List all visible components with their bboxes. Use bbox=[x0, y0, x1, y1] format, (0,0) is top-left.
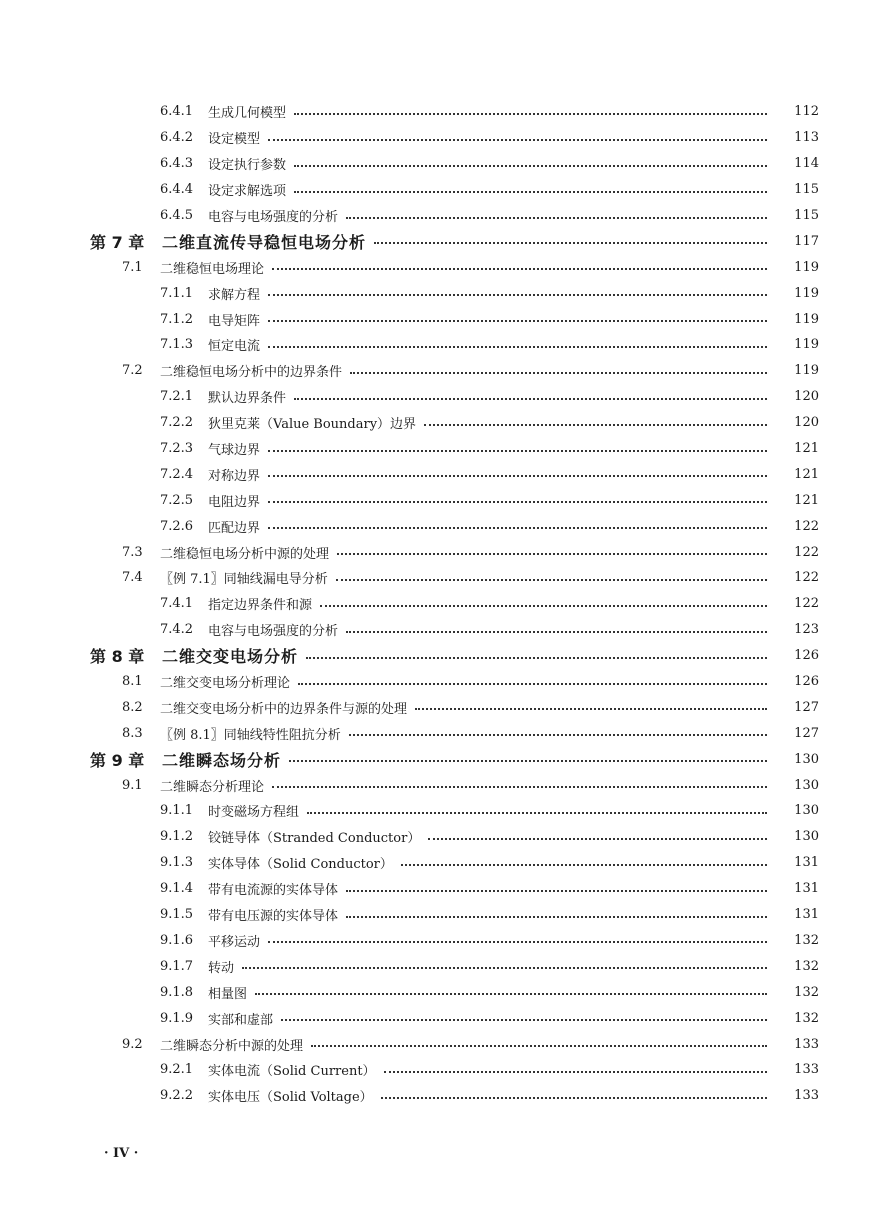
dot-leader bbox=[268, 294, 767, 296]
toc-subsection-row[interactable] bbox=[0, 177, 869, 203]
dot-leader bbox=[374, 242, 767, 244]
toc-entry-title: 实体电流（Solid Current） bbox=[208, 1064, 376, 1080]
toc-section-row[interactable] bbox=[0, 1031, 869, 1057]
toc-entry-number: 8.1 bbox=[122, 674, 143, 690]
toc-entry-title: 默认边界条件 bbox=[208, 391, 287, 407]
toc-entry-title: 铰链导体（Stranded Conductor） bbox=[208, 831, 421, 847]
toc-subsection-row[interactable] bbox=[0, 99, 869, 125]
toc-entry-number: 7.1 bbox=[122, 259, 143, 275]
toc-entry-title: 二维直流传导稳恒电场分析 bbox=[162, 232, 367, 252]
toc-entry-title: 狄里克莱（Value Boundary）边界 bbox=[208, 417, 417, 433]
toc-entry-number: 9.1.1 bbox=[160, 803, 194, 819]
toc-entry-number: 9.1.3 bbox=[160, 855, 194, 871]
dot-leader bbox=[294, 165, 767, 167]
toc-subsection-row[interactable] bbox=[0, 1005, 869, 1031]
toc-entry-number: 7.2 bbox=[122, 363, 143, 379]
toc-entry-title: 二维交变电场分析中的边界条件与源的处理 bbox=[160, 701, 408, 717]
toc-entry-number: 7.4.1 bbox=[160, 596, 194, 612]
toc-entry-title: 电导矩阵 bbox=[208, 313, 261, 329]
toc-entry-number: 第 8 章 bbox=[90, 647, 145, 667]
toc-subsection-row[interactable] bbox=[0, 513, 869, 539]
toc-entry-title: 平移运动 bbox=[208, 934, 261, 950]
toc-subsection-row[interactable] bbox=[0, 384, 869, 410]
toc-entry-page-number: 127 bbox=[794, 699, 819, 715]
toc-subsection-row[interactable] bbox=[0, 591, 869, 617]
table-of-contents bbox=[0, 99, 869, 1109]
toc-entry-number: 9.2.2 bbox=[160, 1088, 194, 1104]
toc-entry-number: 9.1.2 bbox=[160, 829, 194, 845]
dot-leader bbox=[268, 475, 767, 477]
toc-entry-number: 7.2.3 bbox=[160, 441, 194, 457]
toc-entry-page-number: 126 bbox=[794, 648, 819, 664]
dot-leader bbox=[401, 864, 767, 866]
toc-entry-page-number: 130 bbox=[794, 803, 819, 819]
toc-entry-title: 二维稳恒电场理论 bbox=[160, 261, 265, 277]
toc-entry-title: 对称边界 bbox=[208, 468, 261, 484]
toc-entry-title: 二维稳恒电场分析中源的处理 bbox=[160, 546, 330, 562]
toc-entry-number: 第 9 章 bbox=[90, 750, 145, 770]
toc-subsection-row[interactable] bbox=[0, 332, 869, 358]
toc-subsection-row[interactable] bbox=[0, 824, 869, 850]
dot-leader bbox=[242, 967, 767, 969]
toc-entry-page-number: 132 bbox=[794, 984, 819, 1000]
toc-entry-number: 9.1.7 bbox=[160, 958, 194, 974]
toc-entry-number: 7.1.1 bbox=[160, 285, 194, 301]
toc-entry-title: 二维瞬态分析中源的处理 bbox=[160, 1038, 304, 1054]
toc-entry-number: 9.1.4 bbox=[160, 881, 194, 897]
toc-entry-number: 7.1.2 bbox=[160, 311, 194, 327]
toc-subsection-row[interactable] bbox=[0, 979, 869, 1005]
toc-entry-page-number: 123 bbox=[794, 622, 819, 638]
dot-leader bbox=[289, 760, 767, 762]
toc-section-row[interactable] bbox=[0, 694, 869, 720]
dot-leader bbox=[268, 941, 767, 943]
toc-entry-page-number: 117 bbox=[794, 233, 819, 249]
dot-leader bbox=[298, 683, 767, 685]
toc-entry-page-number: 130 bbox=[794, 829, 819, 845]
toc-entry-number: 7.3 bbox=[122, 544, 143, 560]
toc-entry-title: 设定执行参数 bbox=[208, 158, 287, 174]
dot-leader bbox=[349, 734, 767, 736]
toc-entry-page-number: 115 bbox=[794, 208, 819, 223]
toc-entry-page-number: 131 bbox=[794, 855, 819, 871]
dot-leader bbox=[337, 553, 767, 555]
dot-leader bbox=[428, 838, 767, 840]
toc-entry-number: 9.1.6 bbox=[160, 932, 194, 948]
toc-entry-number: 7.1.3 bbox=[160, 337, 194, 353]
toc-subsection-row[interactable] bbox=[0, 902, 869, 928]
toc-entry-page-number: 119 bbox=[794, 337, 819, 353]
dot-leader bbox=[268, 320, 767, 322]
toc-entry-page-number: 132 bbox=[794, 958, 819, 974]
toc-subsection-row[interactable] bbox=[0, 617, 869, 643]
dot-leader bbox=[307, 812, 767, 814]
toc-entry-title: 电容与电场强度的分析 bbox=[208, 624, 339, 640]
toc-entry-page-number: 122 bbox=[794, 570, 819, 586]
toc-section-row[interactable] bbox=[0, 669, 869, 695]
dot-leader bbox=[346, 890, 767, 892]
toc-entry-title: 相量图 bbox=[208, 986, 248, 1002]
dot-leader bbox=[268, 501, 767, 503]
toc-entry-page-number: 131 bbox=[794, 881, 819, 897]
toc-subsection-row[interactable] bbox=[0, 953, 869, 979]
toc-entry-number: 9.1.5 bbox=[160, 907, 194, 923]
toc-entry-page-number: 130 bbox=[794, 777, 819, 793]
toc-entry-page-number: 131 bbox=[794, 907, 819, 923]
toc-entry-page-number: 130 bbox=[794, 751, 819, 767]
toc-section-row[interactable] bbox=[0, 254, 869, 280]
dot-leader bbox=[268, 527, 767, 529]
toc-entry-number: 9.1.8 bbox=[160, 984, 194, 1000]
toc-entry-number: 6.4.1 bbox=[160, 104, 194, 120]
toc-entry-number: 6.4.4 bbox=[160, 182, 194, 198]
toc-entry-page-number: 121 bbox=[794, 492, 819, 508]
toc-entry-page-number: 120 bbox=[794, 389, 819, 405]
toc-entry-number: 7.4 bbox=[122, 570, 143, 586]
dot-leader bbox=[381, 1097, 767, 1099]
toc-entry-number: 8.2 bbox=[122, 699, 143, 715]
toc-entry-title: 恒定电流 bbox=[208, 339, 261, 355]
toc-entry-page-number: 120 bbox=[794, 415, 819, 431]
toc-entry-page-number: 115 bbox=[794, 182, 819, 198]
toc-entry-number: 9.1.9 bbox=[160, 1010, 194, 1026]
toc-entry-number: 7.2.4 bbox=[160, 466, 194, 482]
toc-subsection-row[interactable] bbox=[0, 928, 869, 954]
toc-section-row[interactable] bbox=[0, 720, 869, 746]
dot-leader bbox=[346, 631, 767, 633]
toc-entry-title: 匹配边界 bbox=[208, 520, 261, 536]
toc-entry-number: 9.1 bbox=[122, 777, 143, 793]
toc-entry-title: 带有电流源的实体导体 bbox=[208, 883, 339, 899]
toc-entry-title: 电容与电场强度的分析 bbox=[208, 210, 339, 225]
toc-entry-page-number: 126 bbox=[794, 674, 819, 690]
toc-entry-number: 7.2.1 bbox=[160, 389, 194, 405]
toc-entry-number: 7.2.5 bbox=[160, 492, 194, 508]
toc-entry-page-number: 132 bbox=[794, 932, 819, 948]
toc-section-row[interactable] bbox=[0, 358, 869, 384]
toc-entry-title: 二维交变电场分析 bbox=[162, 647, 299, 667]
toc-entry-number: 7.2.6 bbox=[160, 518, 194, 534]
toc-entry-number: 第 7 章 bbox=[90, 232, 145, 252]
toc-entry-number: 6.4.5 bbox=[160, 208, 194, 223]
toc-entry-number: 7.4.2 bbox=[160, 622, 194, 638]
toc-entry-page-number: 122 bbox=[794, 518, 819, 534]
dot-leader bbox=[415, 708, 767, 710]
toc-entry-title: 〖例 8.1〗同轴线特性阻抗分析 bbox=[160, 727, 341, 743]
toc-entry-page-number: 119 bbox=[794, 311, 819, 327]
toc-entry-number: 7.2.2 bbox=[160, 415, 194, 431]
toc-subsection-row[interactable] bbox=[0, 125, 869, 151]
dot-leader bbox=[350, 372, 767, 374]
toc-subsection-row[interactable] bbox=[0, 461, 869, 487]
toc-entry-number: 8.3 bbox=[122, 725, 143, 741]
toc-subsection-row[interactable] bbox=[0, 436, 869, 462]
toc-subsection-row[interactable] bbox=[0, 306, 869, 332]
dot-leader bbox=[320, 605, 767, 607]
dot-leader bbox=[384, 1071, 767, 1073]
toc-entry-title: 实体导体（Solid Conductor） bbox=[208, 857, 393, 873]
toc-chapter-row[interactable] bbox=[0, 746, 869, 772]
dot-leader bbox=[311, 1045, 767, 1047]
toc-entry-title: 设定模型 bbox=[208, 132, 261, 148]
dot-leader bbox=[306, 657, 767, 659]
dot-leader bbox=[294, 113, 767, 115]
dot-leader bbox=[268, 139, 767, 141]
toc-entry-title: 二维稳恒电场分析中的边界条件 bbox=[160, 365, 343, 381]
toc-entry-page-number: 113 bbox=[794, 130, 819, 146]
toc-entry-title: 电阻边界 bbox=[208, 494, 261, 510]
dot-leader bbox=[272, 268, 767, 270]
toc-subsection-row[interactable] bbox=[0, 410, 869, 436]
toc-section-row[interactable] bbox=[0, 539, 869, 565]
toc-entry-title: 带有电压源的实体导体 bbox=[208, 909, 339, 925]
toc-entry-number: 9.2 bbox=[122, 1036, 143, 1052]
dot-leader bbox=[424, 424, 767, 426]
dot-leader bbox=[294, 398, 767, 400]
toc-subsection-row[interactable] bbox=[0, 850, 869, 876]
toc-entry-title: 转动 bbox=[208, 960, 235, 976]
toc-entry-title: 生成几何模型 bbox=[208, 106, 287, 122]
toc-chapter-row[interactable] bbox=[0, 643, 869, 669]
dot-leader bbox=[268, 346, 767, 348]
page-number-footer: · IV · bbox=[104, 1146, 139, 1161]
toc-entry-title: 指定边界条件和源 bbox=[208, 598, 313, 614]
toc-entry-number: 6.4.2 bbox=[160, 130, 194, 146]
toc-subsection-row[interactable] bbox=[0, 1057, 869, 1083]
toc-entry-page-number: 133 bbox=[794, 1036, 819, 1052]
toc-section-row[interactable] bbox=[0, 772, 869, 798]
toc-entry-page-number: 112 bbox=[794, 104, 819, 120]
dot-leader bbox=[336, 579, 767, 581]
toc-chapter-row[interactable] bbox=[0, 228, 869, 254]
toc-entry-title: 二维交变电场分析理论 bbox=[160, 676, 291, 692]
toc-entry-title: 二维瞬态场分析 bbox=[162, 750, 282, 770]
toc-entry-page-number: 119 bbox=[794, 259, 819, 275]
toc-subsection-row[interactable] bbox=[0, 280, 869, 306]
toc-subsection-row[interactable] bbox=[0, 798, 869, 824]
dot-leader bbox=[294, 191, 767, 193]
dot-leader bbox=[255, 993, 767, 995]
toc-subsection-row[interactable] bbox=[0, 876, 869, 902]
toc-entry-page-number: 119 bbox=[794, 363, 819, 379]
toc-entry-page-number: 121 bbox=[794, 441, 819, 457]
dot-leader bbox=[272, 786, 767, 788]
toc-entry-title: 时变磁场方程组 bbox=[208, 805, 300, 821]
toc-entry-title: 设定求解选项 bbox=[208, 184, 287, 200]
toc-section-row[interactable] bbox=[0, 565, 869, 591]
toc-entry-page-number: 133 bbox=[794, 1062, 819, 1078]
dot-leader bbox=[268, 450, 767, 452]
toc-entry-page-number: 114 bbox=[794, 156, 819, 172]
toc-entry-title: 〖例 7.1〗同轴线漏电导分析 bbox=[160, 572, 328, 588]
toc-entry-page-number: 119 bbox=[794, 285, 819, 301]
toc-subsection-row[interactable] bbox=[0, 203, 869, 229]
toc-subsection-row[interactable] bbox=[0, 151, 869, 177]
toc-entry-title: 气球边界 bbox=[208, 443, 261, 459]
dot-leader bbox=[346, 916, 767, 918]
toc-entry-number: 9.2.1 bbox=[160, 1062, 194, 1078]
toc-subsection-row[interactable] bbox=[0, 487, 869, 513]
toc-entry-page-number: 132 bbox=[794, 1010, 819, 1026]
toc-entry-title: 实部和虚部 bbox=[208, 1012, 274, 1028]
toc-subsection-row[interactable] bbox=[0, 1083, 869, 1109]
toc-entry-page-number: 122 bbox=[794, 596, 819, 612]
dot-leader bbox=[281, 1019, 767, 1021]
toc-entry-title: 二维瞬态分析理论 bbox=[160, 779, 265, 795]
toc-entry-page-number: 133 bbox=[794, 1088, 819, 1104]
toc-entry-page-number: 127 bbox=[794, 725, 819, 741]
toc-entry-title: 求解方程 bbox=[208, 287, 261, 303]
toc-entry-title: 实体电压（Solid Voltage） bbox=[208, 1090, 373, 1106]
dot-leader bbox=[346, 217, 767, 219]
toc-entry-page-number: 121 bbox=[794, 466, 819, 482]
toc-entry-number: 6.4.3 bbox=[160, 156, 194, 172]
toc-entry-page-number: 122 bbox=[794, 544, 819, 560]
